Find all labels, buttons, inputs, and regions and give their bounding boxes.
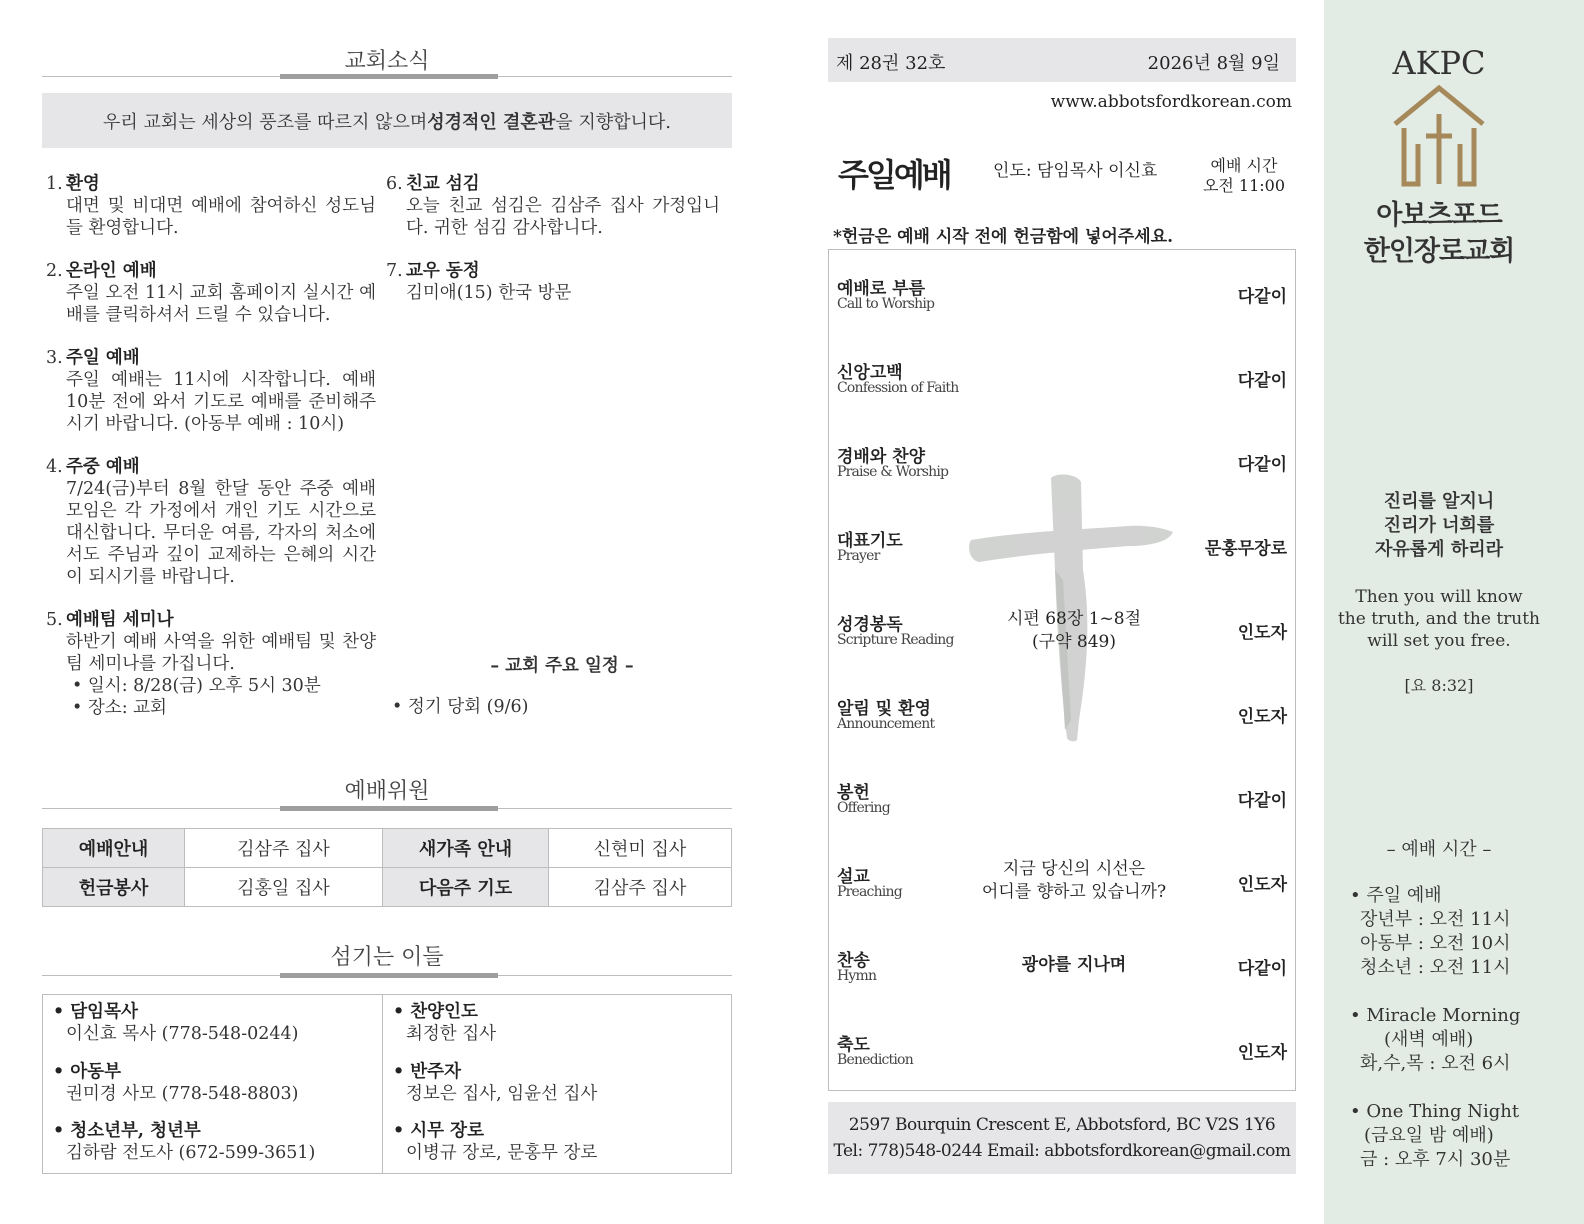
verse-english — [1324, 586, 1554, 652]
verse-line: 진리를 알지니 — [1383, 491, 1495, 512]
order-leader: 다같이 — [1237, 959, 1287, 979]
servant-entry — [53, 1120, 315, 1164]
news-body: 주일 예배는 11시에 시작합니다. 예배 10분 전에 와서 기도로 예배를 준비해주시기 바랍니다. (아동부 예배 : 10시) — [66, 370, 376, 434]
news-item-6 — [386, 173, 720, 239]
order-title-en: Confession of Faith — [837, 380, 959, 396]
service-time-line: 아동부 : 오전 10시 — [1360, 933, 1511, 954]
service-time-group — [1350, 884, 1560, 980]
order-detail: 시편 68장 1~8절 — [1006, 609, 1141, 629]
news-body: 주일 오전 11시 교회 홈페이지 실시간 예배를 클릭하셔서 드릴 수 있습니다. — [66, 283, 376, 325]
church-name — [1324, 198, 1554, 270]
news-item-7 — [386, 260, 720, 304]
order-leader: 다같이 — [1237, 455, 1287, 475]
committee-value: 신현미 집사 — [549, 829, 732, 868]
service-time-line: (금요일 밤 예배) — [1364, 1125, 1494, 1146]
verse-line: the truth, and the truth — [1337, 609, 1541, 629]
order-title-en: Preaching — [837, 884, 902, 900]
news-number: 6. — [386, 174, 403, 194]
order-title-en: Praise & Worship — [837, 464, 949, 480]
order-title-ko: 알림 및 환영 — [837, 699, 931, 719]
worship-time — [1196, 156, 1292, 196]
verse-korean — [1324, 490, 1554, 562]
verse-line: will set you free. — [1367, 631, 1511, 651]
motto-banner — [42, 93, 732, 148]
order-title-ko: 대표기도 — [837, 531, 903, 551]
servant-name: 김하람 전도사 (672-599-3651) — [66, 1143, 316, 1163]
issue-bar — [828, 38, 1296, 82]
worship-committee-table — [42, 828, 732, 907]
verse-reference: [요 8:32] — [1404, 676, 1474, 695]
committee-value: 김홍일 집사 — [185, 868, 383, 907]
order-item — [829, 1006, 1295, 1090]
order-title-en: Announcement — [837, 716, 935, 732]
website-link[interactable]: www.abbotsfordkorean.com — [1050, 92, 1292, 112]
order-leader: 인도자 — [1237, 707, 1287, 727]
service-time-line: 청소년 : 오전 11시 — [1360, 957, 1511, 978]
order-item — [829, 418, 1295, 502]
order-item — [829, 670, 1295, 754]
order-item — [829, 502, 1295, 586]
news-heading: 교우 동정 — [406, 261, 480, 281]
order-leader: 다같이 — [1237, 371, 1287, 391]
order-title-ko: 성경봉독 — [837, 615, 903, 635]
order-leader: 다같이 — [1237, 791, 1287, 811]
church-news-title: 교회소식 — [344, 49, 430, 74]
servant-name: 최정한 집사 — [406, 1024, 497, 1044]
verse-line: Then you will know — [1355, 587, 1523, 607]
news-item-4 — [46, 456, 376, 588]
order-item — [829, 334, 1295, 418]
church-house-icon — [1392, 84, 1486, 188]
table-row — [43, 868, 732, 907]
servant-entry — [393, 1120, 597, 1164]
order-title-en: Scripture Reading — [837, 632, 954, 648]
news-body: 하반기 예배 사역을 위한 예배팀 및 찬양팀 세미나를 가집니다. — [66, 632, 376, 674]
news-item-1 — [46, 173, 376, 239]
church-name-line: 아보츠포드 — [1376, 200, 1502, 231]
servant-role: • 시무 장로 — [393, 1121, 484, 1141]
news-heading: 주일 예배 — [66, 348, 140, 368]
motto-text-after: 을 지향합니다. — [555, 111, 671, 133]
committee-value: 김삼주 집사 — [185, 829, 383, 868]
committee-label: 다음주 기도 — [383, 868, 549, 907]
section-rule — [42, 808, 732, 809]
church-address: 2597 Bourquin Crescent E, Abbotsford, BC V2S 1Y6 — [848, 1115, 1276, 1135]
worship-title: 주일예배 — [838, 156, 950, 194]
servant-role: • 담임목사 — [53, 1002, 138, 1022]
news-heading: 예배팀 세미나 — [66, 610, 174, 630]
servant-role: • 찬양인도 — [393, 1002, 478, 1022]
order-title-ko: 예배로 부름 — [837, 279, 926, 299]
table-row — [43, 829, 732, 868]
servants-title: 섬기는 이들 — [330, 945, 444, 970]
servant-role: • 반주자 — [393, 1062, 461, 1082]
news-number: 5. — [46, 610, 63, 630]
sidebar — [1324, 0, 1584, 1224]
service-name: • One Thing Night — [1350, 1101, 1520, 1122]
news-heading: 환영 — [66, 174, 100, 194]
news-item-3 — [46, 347, 376, 435]
order-leader: 인도자 — [1237, 1043, 1287, 1063]
service-time-line: (새벽 예배) — [1384, 1029, 1474, 1050]
motto-text-before: 우리 교회는 세상의 풍조를 따르지 않으며 — [103, 111, 428, 133]
news-number: 3. — [46, 348, 63, 368]
worship-time-value: 오전 11:00 — [1202, 176, 1286, 195]
order-title-ko: 경배와 찬양 — [837, 447, 926, 467]
order-title-ko: 봉헌 — [837, 783, 870, 803]
service-time-line: 화,수,목 : 오전 6시 — [1360, 1053, 1511, 1074]
schedule-item: • 정기 당회 (9/6) — [392, 697, 529, 717]
church-contact: Tel: 778)548-0244 Email: abbotsfordkorean@gmail.com — [833, 1141, 1291, 1161]
committee-label: 헌금봉사 — [43, 868, 185, 907]
church-name-line: 한인장로교회 — [1363, 236, 1515, 267]
news-item-5 — [46, 609, 376, 719]
news-number: 7. — [386, 261, 403, 281]
order-title-ko: 설교 — [837, 867, 870, 887]
news-body: 대면 및 비대면 예배에 참여하신 성도님들 환영합니다. — [66, 196, 376, 238]
sermon-title: 지금 당신의 시선은 — [1002, 859, 1146, 879]
servant-role: • 아동부 — [53, 1062, 121, 1082]
issue-number: 제 28권 32호 — [836, 53, 946, 74]
service-name: • Miracle Morning — [1350, 1005, 1521, 1026]
section-rule — [42, 975, 732, 976]
offering-note: *헌금은 예배 시작 전에 헌금함에 넣어주세요. — [833, 227, 1173, 247]
order-title-en: Hymn — [837, 968, 877, 984]
service-time-line: 금 : 오후 7시 30분 — [1360, 1149, 1511, 1170]
servants-box — [42, 994, 732, 1174]
service-time-group — [1350, 1004, 1560, 1076]
issue-date: 2026년 8월 9일 — [1147, 53, 1280, 74]
sermon-title: 어디를 향하고 있습니까? — [981, 882, 1167, 902]
news-number: 4. — [46, 457, 63, 477]
news-heading: 주중 예배 — [66, 457, 140, 477]
order-title-ko: 축도 — [837, 1035, 870, 1055]
servant-name: 이신효 목사 (778-548-0244) — [66, 1024, 299, 1044]
news-body: 7/24(금)부터 8월 한달 동안 주중 예배 모임은 각 가정에서 개인 기도 시간으로 대신합니다. 무더운 여름, 각자의 처소에서도 주님과 깊이 교제하는 은혜의 시간이 되시기를 바랍니다. — [66, 479, 376, 587]
worship-leader: 인도: 담임목사 이신효 — [993, 161, 1158, 181]
committee-label: 예배안내 — [43, 829, 185, 868]
news-item-2 — [46, 260, 376, 326]
verse-line: 진리가 너희를 — [1383, 515, 1495, 536]
order-of-worship — [828, 249, 1296, 1091]
address-bar — [828, 1102, 1296, 1174]
order-title-en: Offering — [837, 800, 890, 816]
motto-text-bold: 성경적인 결혼관 — [427, 111, 556, 133]
order-leader: 인도자 — [1237, 875, 1287, 895]
schedule-title: – 교회 주요 일정 – — [490, 656, 634, 676]
news-heading: 온라인 예배 — [66, 261, 157, 281]
servant-entry — [53, 1001, 298, 1045]
committee-label: 새가족 안내 — [383, 829, 549, 868]
servant-role: • 청소년부, 청년부 — [53, 1121, 201, 1141]
order-item — [829, 586, 1295, 670]
order-item — [829, 754, 1295, 838]
service-time-group — [1350, 1100, 1560, 1172]
service-times-title: – 예배 시간 – — [1386, 839, 1492, 860]
servant-entry — [53, 1061, 298, 1105]
order-leader: 다같이 — [1237, 287, 1287, 307]
servant-entry — [393, 1001, 496, 1045]
news-bullet: • 장소: 교회 — [72, 698, 167, 718]
order-item — [829, 838, 1295, 922]
church-abbrev: AKPC — [1392, 44, 1486, 82]
order-item — [829, 922, 1295, 1006]
section-rule — [42, 76, 732, 77]
hymn-title: 광야를 지나며 — [1021, 955, 1127, 975]
service-name: • 주일 예배 — [1350, 885, 1442, 906]
servant-name: 정보은 집사, 임윤선 집사 — [406, 1084, 598, 1104]
servant-entry — [393, 1061, 597, 1105]
order-title-ko: 찬송 — [837, 951, 870, 971]
news-body: 김미애(15) 한국 방문 — [406, 283, 572, 303]
order-title-en: Call to Worship — [837, 296, 935, 312]
order-item — [829, 250, 1295, 334]
news-number: 2. — [46, 261, 63, 281]
servant-name: 권미경 사모 (778-548-8803) — [66, 1084, 299, 1104]
news-body: 오늘 친교 섬김은 김삼주 집사 가정입니다. 귀한 섬김 감사합니다. — [406, 196, 720, 238]
worship-committee-title: 예배위원 — [344, 779, 430, 804]
order-leader: 문홍무장로 — [1204, 539, 1287, 559]
order-title-en: Benediction — [837, 1052, 913, 1068]
news-number: 1. — [46, 174, 63, 194]
worship-time-label: 예배 시간 — [1210, 156, 1278, 175]
order-leader: 인도자 — [1237, 623, 1287, 643]
news-heading: 친교 섬김 — [406, 174, 480, 194]
order-title-en: Prayer — [837, 548, 880, 564]
news-bullet: • 일시: 8/28(금) 오후 5시 30분 — [72, 676, 321, 696]
servant-name: 이병규 장로, 문홍무 장로 — [406, 1143, 598, 1163]
verse-line: 자유롭게 하리라 — [1375, 539, 1503, 560]
order-title-ko: 신앙고백 — [837, 363, 903, 383]
committee-value: 김삼주 집사 — [549, 868, 732, 907]
service-time-line: 장년부 : 오전 11시 — [1360, 909, 1511, 930]
order-detail: (구약 849) — [1032, 632, 1116, 652]
